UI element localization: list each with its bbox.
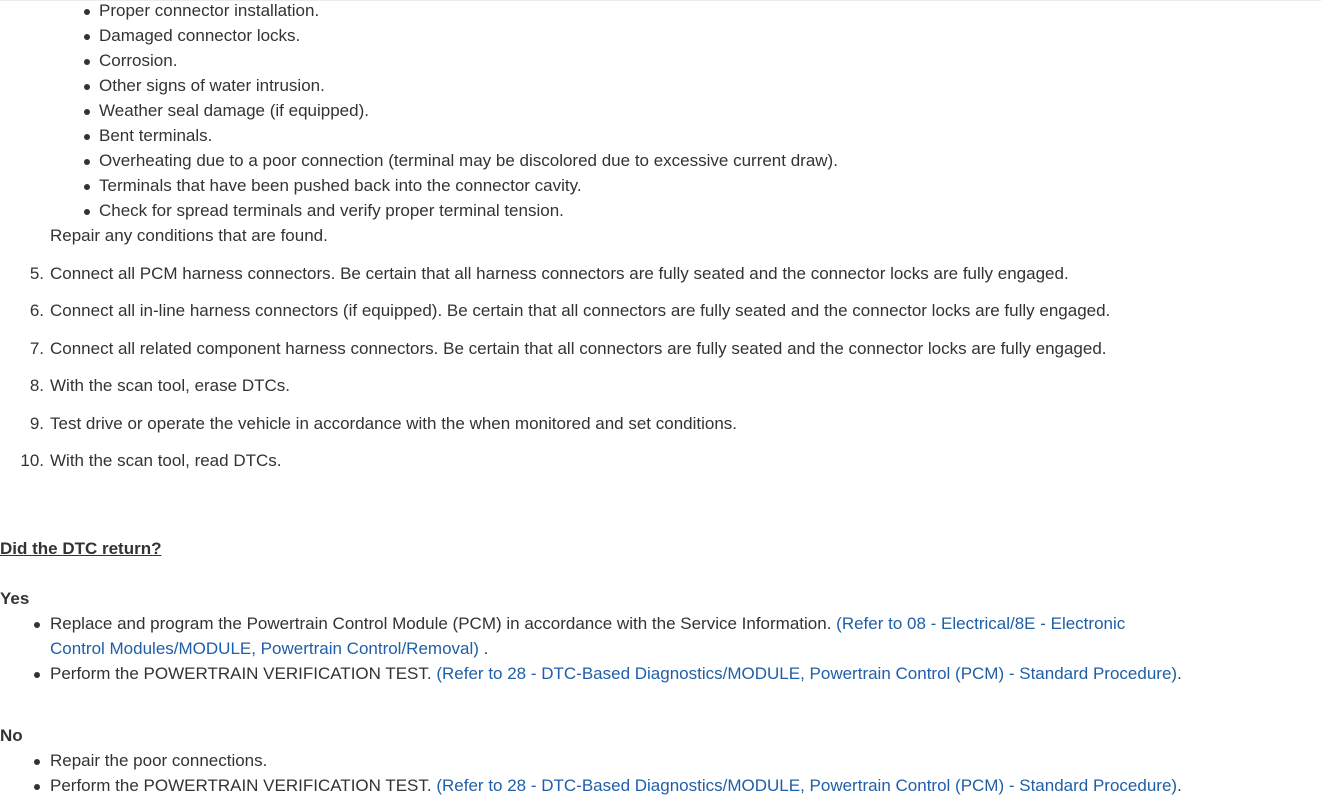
- step-number: 6.: [29, 301, 44, 320]
- list-item: Bent terminals.: [99, 126, 213, 145]
- list-item: Damaged connector locks.: [99, 26, 301, 45]
- repair-note: Repair any conditions that are found.: [50, 226, 328, 245]
- yes-item-1-cont: [50, 638, 488, 660]
- no-heading: No: [0, 726, 23, 745]
- yes-item-1-link-cont[interactable]: Control Modules/MODULE, Powertrain Control/Removal): [50, 639, 479, 658]
- question-heading: Did the DTC return?: [0, 539, 162, 558]
- bullet-icon: [84, 9, 90, 15]
- bullet-icon: [34, 759, 40, 765]
- list-item: Weather seal damage (if equipped).: [99, 101, 369, 120]
- list-item: Overheating due to a poor connection (terminal may be discolored due to excessive current draw).: [99, 151, 838, 170]
- bullet-icon: [84, 134, 90, 140]
- step-number: 7.: [29, 339, 44, 358]
- yes-item-1-link[interactable]: (Refer to 08 - Electrical/8E - Electronic: [836, 614, 1126, 633]
- bullet-icon: [84, 34, 90, 40]
- bullet-icon: [84, 209, 90, 215]
- yes-item-2-suffix: .: [1177, 664, 1182, 683]
- bullet-icon: [84, 109, 90, 115]
- no-item-2: [50, 775, 1182, 797]
- step-text: Connect all PCM harness connectors. Be certain that all harness connectors are fully seated and the connector locks are fully engaged.: [50, 264, 1069, 283]
- yes-item-1: [50, 613, 1125, 635]
- step-number: 5.: [29, 264, 44, 283]
- yes-item-2: [50, 663, 1182, 685]
- list-item: Corrosion.: [99, 51, 178, 70]
- no-item-2-link[interactable]: (Refer to 28 - DTC-Based Diagnostics/MODULE, Powertrain Control (PCM) - Standard Procedure): [436, 776, 1178, 795]
- yes-item-1-suffix: .: [483, 639, 489, 658]
- bullet-icon: [34, 622, 40, 628]
- bullet-icon: [34, 784, 40, 790]
- list-item: Proper connector installation.: [99, 1, 320, 20]
- yes-item-2-link[interactable]: (Refer to 28 - DTC-Based Diagnostics/MODULE, Powertrain Control (PCM) - Standard Procedure): [436, 664, 1178, 683]
- step-text: With the scan tool, read DTCs.: [50, 451, 282, 470]
- step-number: 10.: [20, 451, 44, 470]
- yes-heading: Yes: [0, 589, 30, 608]
- bullet-icon: [84, 184, 90, 190]
- step-number: 9.: [29, 414, 44, 433]
- no-item-2-text: Perform the POWERTRAIN VERIFICATION TEST.: [50, 776, 432, 795]
- list-item: Other signs of water intrusion.: [99, 76, 325, 95]
- step-text: Test drive or operate the vehicle in accordance with the when monitored and set conditions.: [50, 414, 738, 433]
- step-text: Connect all related component harness connectors. Be certain that all connectors are fully seated and the connector locks are fully engaged.: [50, 339, 1107, 358]
- bullet-icon: [34, 672, 40, 678]
- bullet-icon: [84, 59, 90, 65]
- no-item-1: Repair the poor connections.: [50, 751, 268, 770]
- step-text: With the scan tool, erase DTCs.: [50, 376, 290, 395]
- yes-item-1-text: Replace and program the Powertrain Control Module (PCM) in accordance with the Service Information.: [50, 614, 832, 633]
- bullet-icon: [84, 159, 90, 165]
- step-number: 8.: [29, 376, 44, 395]
- list-item: Check for spread terminals and verify proper terminal tension.: [99, 201, 564, 220]
- no-item-2-suffix: .: [1177, 776, 1182, 795]
- yes-item-2-text: Perform the POWERTRAIN VERIFICATION TEST.: [50, 664, 432, 683]
- bullet-icon: [84, 84, 90, 90]
- step-text: Connect all in-line harness connectors (if equipped). Be certain that all connectors are fully seated and the connector locks are fully engaged.: [50, 301, 1111, 320]
- list-item: Terminals that have been pushed back into the connector cavity.: [99, 176, 582, 195]
